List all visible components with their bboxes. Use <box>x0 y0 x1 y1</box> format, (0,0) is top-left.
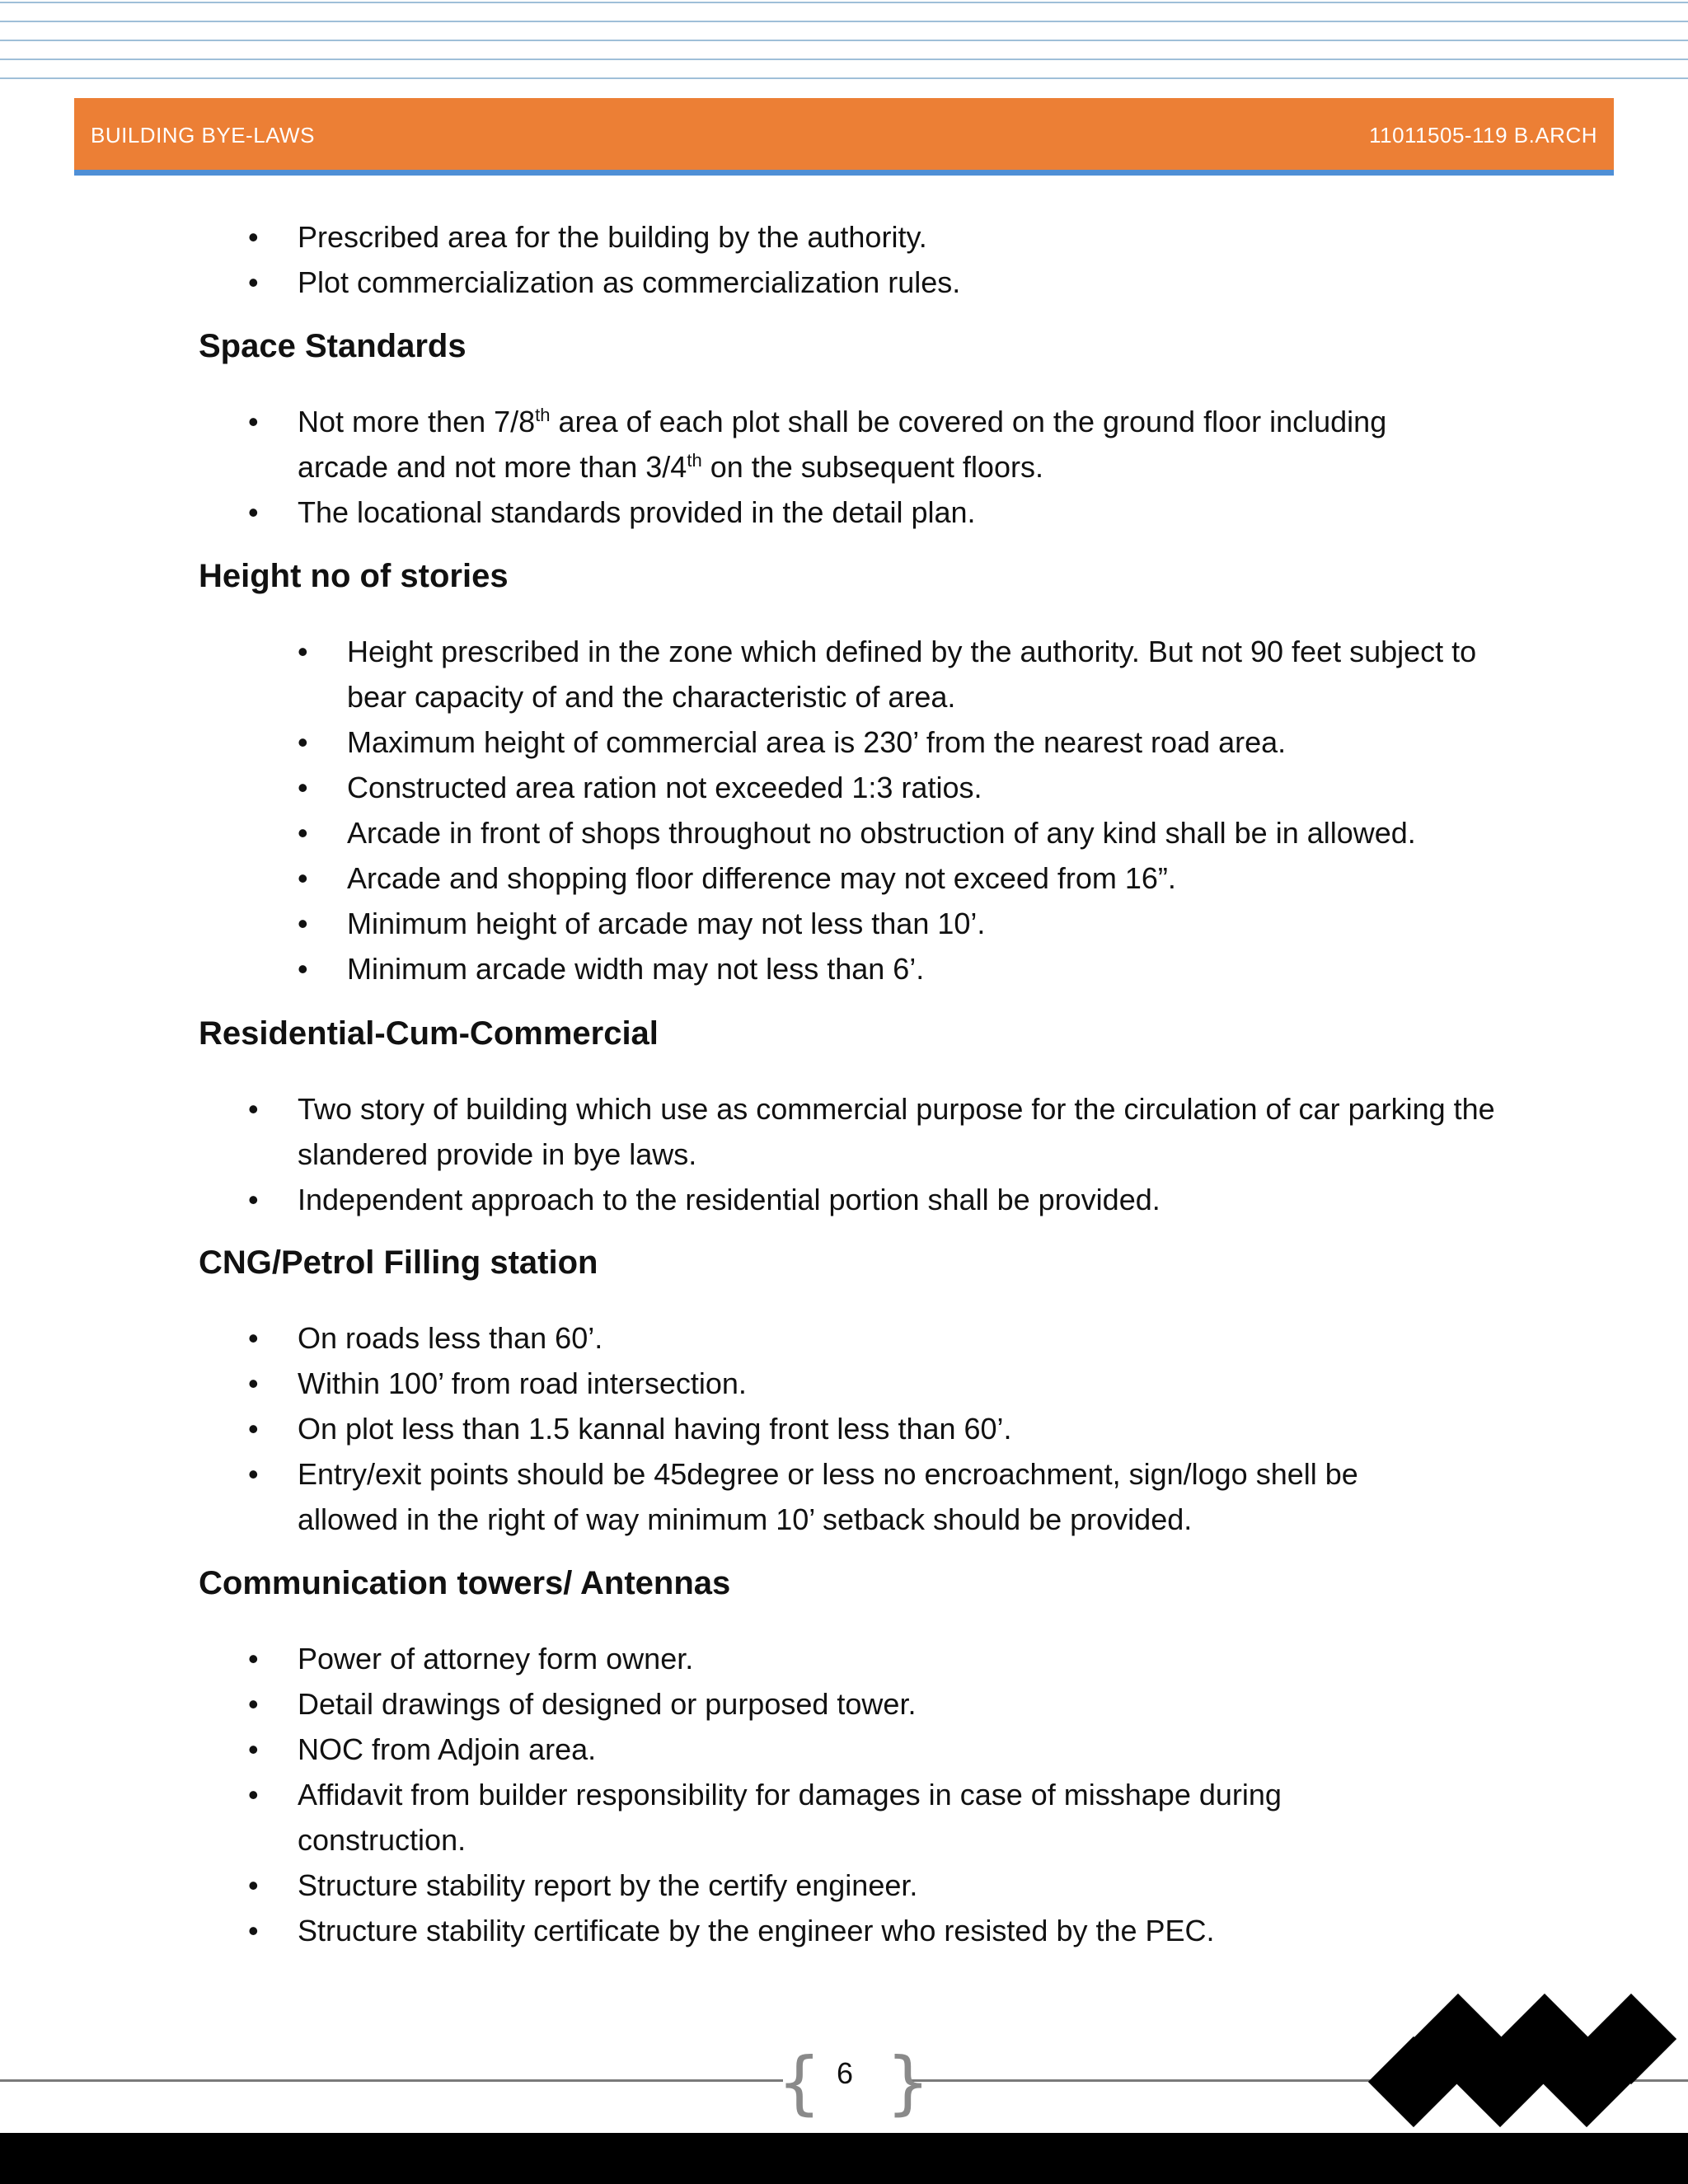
list-item: • Arcade and shopping floor difference may not exceed from 16”. <box>347 855 1501 901</box>
list-item: • Within 100’ from road intersection. <box>298 1361 1435 1406</box>
list-item: • Two story of building which use as commercial purpose for the circulation of car parking the slandered provide in bye laws. <box>298 1086 1501 1177</box>
list-item: • Prescribed area for the building by the authority. <box>298 214 1534 260</box>
decorative-line <box>0 77 1688 79</box>
list-item: • Structure stability report by the certify engineer. <box>298 1863 1369 1908</box>
list-item: • Detail drawings of designed or purposed tower. <box>298 1681 1369 1727</box>
footer-bar <box>0 2133 1688 2184</box>
footer-bracket-left: { <box>777 2042 822 2123</box>
list-item: • Constructed area ration not exceeded 1:3 ratios. <box>347 765 1501 810</box>
footer-line-left <box>0 2079 783 2082</box>
list-item: • NOC from Adjoin area. <box>298 1727 1369 1772</box>
section-heading-residential: Residential-Cum-Commercial <box>199 1015 659 1052</box>
list-item: • Power of attorney form owner. <box>298 1636 1369 1681</box>
space-standards-list <box>298 399 1517 535</box>
list-item: • Arcade in front of shops throughout no obstruction of any kind shall be in allowed. <box>347 810 1501 855</box>
section-heading-cng: CNG/Petrol Filling station <box>199 1244 598 1281</box>
height-list <box>347 629 1501 991</box>
list-item: • Height prescribed in the zone which defined by the authority. But not 90 feet subject to bear capacity of and the characteristic of area. <box>347 629 1501 719</box>
footer-bracket-right: } <box>886 2042 931 2123</box>
section-heading-space-standards: Space Standards <box>199 328 467 364</box>
header-title: BUILDING BYE-LAWS <box>91 123 315 148</box>
towers-list <box>298 1636 1369 1953</box>
cng-list <box>298 1315 1435 1542</box>
section-heading-height: Height no of stories <box>199 558 509 594</box>
page-header <box>74 98 1614 176</box>
list-item: • Affidavit from builder responsibility for damages in case of misshape during construction. <box>298 1772 1369 1863</box>
list-item: • Not more then 7/8th area of each plot shall be covered on the ground floor including arcade and not more than 3/4th on the subsequent floors. <box>298 399 1517 490</box>
list-item: • Minimum height of arcade may not less than 10’. <box>347 901 1501 946</box>
section-heading-towers: Communication towers/ Antennas <box>199 1565 731 1601</box>
list-item: • Minimum arcade width may not less than 6’. <box>347 946 1501 991</box>
residential-list <box>298 1086 1501 1222</box>
page-number: 6 <box>836 2056 854 2090</box>
decorative-line <box>0 21 1688 22</box>
list-item: • The locational standards provided in the detail plan. <box>298 490 1517 535</box>
decorative-line <box>0 59 1688 60</box>
list-item: • On roads less than 60’. <box>298 1315 1435 1361</box>
header-code: 11011505-119 B.ARCH <box>1369 123 1597 148</box>
list-item: • Entry/exit points should be 45degree or less no encroachment, sign/logo shell be allowed in the right of way minimum 10’ setback should be provided. <box>298 1451 1435 1542</box>
intro-list <box>298 214 1534 305</box>
list-item: • Plot commercialization as commercialization rules. <box>298 260 1534 305</box>
list-item: • Structure stability certificate by the engineer who resisted by the PEC. <box>298 1908 1369 1953</box>
list-item: • Independent approach to the residential portion shall be provided. <box>298 1177 1501 1222</box>
list-item: • Maximum height of commercial area is 230’ from the nearest road area. <box>347 719 1501 765</box>
decorative-line <box>0 2 1688 3</box>
list-item: • On plot less than 1.5 kannal having front less than 60’. <box>298 1406 1435 1451</box>
decorative-line <box>0 40 1688 41</box>
